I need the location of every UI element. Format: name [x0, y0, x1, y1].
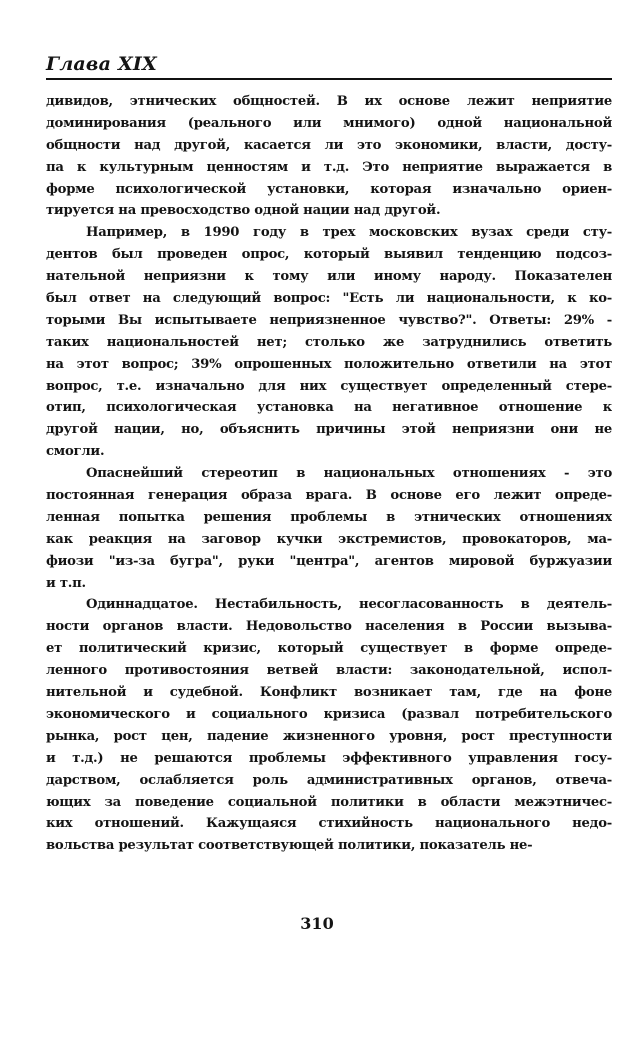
text-line: ких отношений. Кажущаяся стихийность национального недо-: [46, 816, 612, 832]
text-line: дивидов, этнических общностей. В их основе лежит неприятие: [46, 94, 612, 109]
chapter-title: Глава XIX: [46, 53, 157, 75]
paragraph: [46, 222, 612, 463]
text-line: экономического и социального кризиса (развал потребительского: [46, 706, 612, 722]
text-line: на этот вопрос; 39% опрошенных положительно ответили на этот: [46, 356, 612, 372]
text-line: вольства результат соответствующей политики, показатель не-: [46, 838, 533, 854]
text-line: ленного противостояния ветвей власти: законодательной, испол-: [46, 663, 612, 679]
page-number: 310: [300, 914, 334, 933]
text-line: вопрос, т.е. изначально для них существует определенный стере-: [46, 378, 612, 394]
text-line: форме психологической установки, которая изначально ориен-: [46, 181, 612, 197]
text-line: ющих за поведение социальной политики в области межэтничес-: [46, 794, 612, 810]
text-line: ленная попытка решения проблемы в этнических отношениях: [46, 509, 612, 525]
text-line: ет политический кризис, который существует в форме опреде-: [46, 641, 612, 657]
text-line: Опаснейший стереотип в национальных отношениях - это: [86, 466, 612, 482]
text-line: Одиннадцатое. Нестабильность, несогласованность в деятель-: [86, 597, 612, 613]
text-line: и т.д.) не решаются проблемы эффективного управления госу-: [46, 750, 612, 766]
text-line: доминирования (реального или мнимого) одной национальной: [46, 115, 612, 131]
text-line: отип, психологическая установка на негативное отношение к: [46, 400, 612, 416]
text-line: нительной и судебной. Конфликт возникает там, где на фоне: [46, 685, 612, 701]
text-line: торыми Вы испытываете неприязненное чувство?". Ответы: 29% -: [46, 312, 612, 328]
text-line: рынка, рост цен, падение жизненного уровня, рост преступности: [46, 728, 612, 744]
text-line: Например, в 1990 году в трех московских вузах среди сту-: [86, 225, 612, 241]
body-text: [46, 91, 612, 857]
text-line: и т.п.: [46, 575, 86, 591]
text-line: смогли.: [46, 444, 105, 460]
text-line: постоянная генерация образа врага. В основе его лежит опреде-: [46, 488, 612, 504]
text-line: дарством, ослабляется роль административных органов, отвеча-: [46, 772, 612, 788]
paragraph: [46, 594, 612, 857]
paragraph: [46, 463, 612, 594]
paragraph: [46, 91, 612, 222]
text-line: фиози "из-за бугра", руки "центра", агентов мировой буржуазии: [46, 553, 612, 569]
text-line: па к культурным ценностям и т.д. Это неприятие выражается в: [46, 159, 612, 175]
text-line: ности органов власти. Недовольство населения в России вызыва-: [46, 619, 612, 635]
header-rule: [46, 78, 612, 80]
text-line: был ответ на следующий вопрос: "Есть ли национальности, к ко-: [46, 291, 612, 307]
text-line: нательной неприязни к тому или иному народу. Показателен: [46, 269, 612, 285]
text-line: дентов был проведен опрос, который выявил тенденцию подсоз-: [46, 247, 612, 263]
text-line: другой нации, но, объяснить причины этой неприязни они не: [46, 422, 612, 438]
text-line: тируется на превосходство одной нации над другой.: [46, 203, 441, 219]
text-line: таких национальностей нет; столько же затруднились ответить: [46, 334, 612, 350]
running-header: [46, 52, 612, 80]
text-line: общности над другой, касается ли это экономики, власти, досту-: [46, 137, 612, 153]
text-line: как реакция на заговор кучки экстремистов, провокаторов, ма-: [46, 531, 612, 547]
